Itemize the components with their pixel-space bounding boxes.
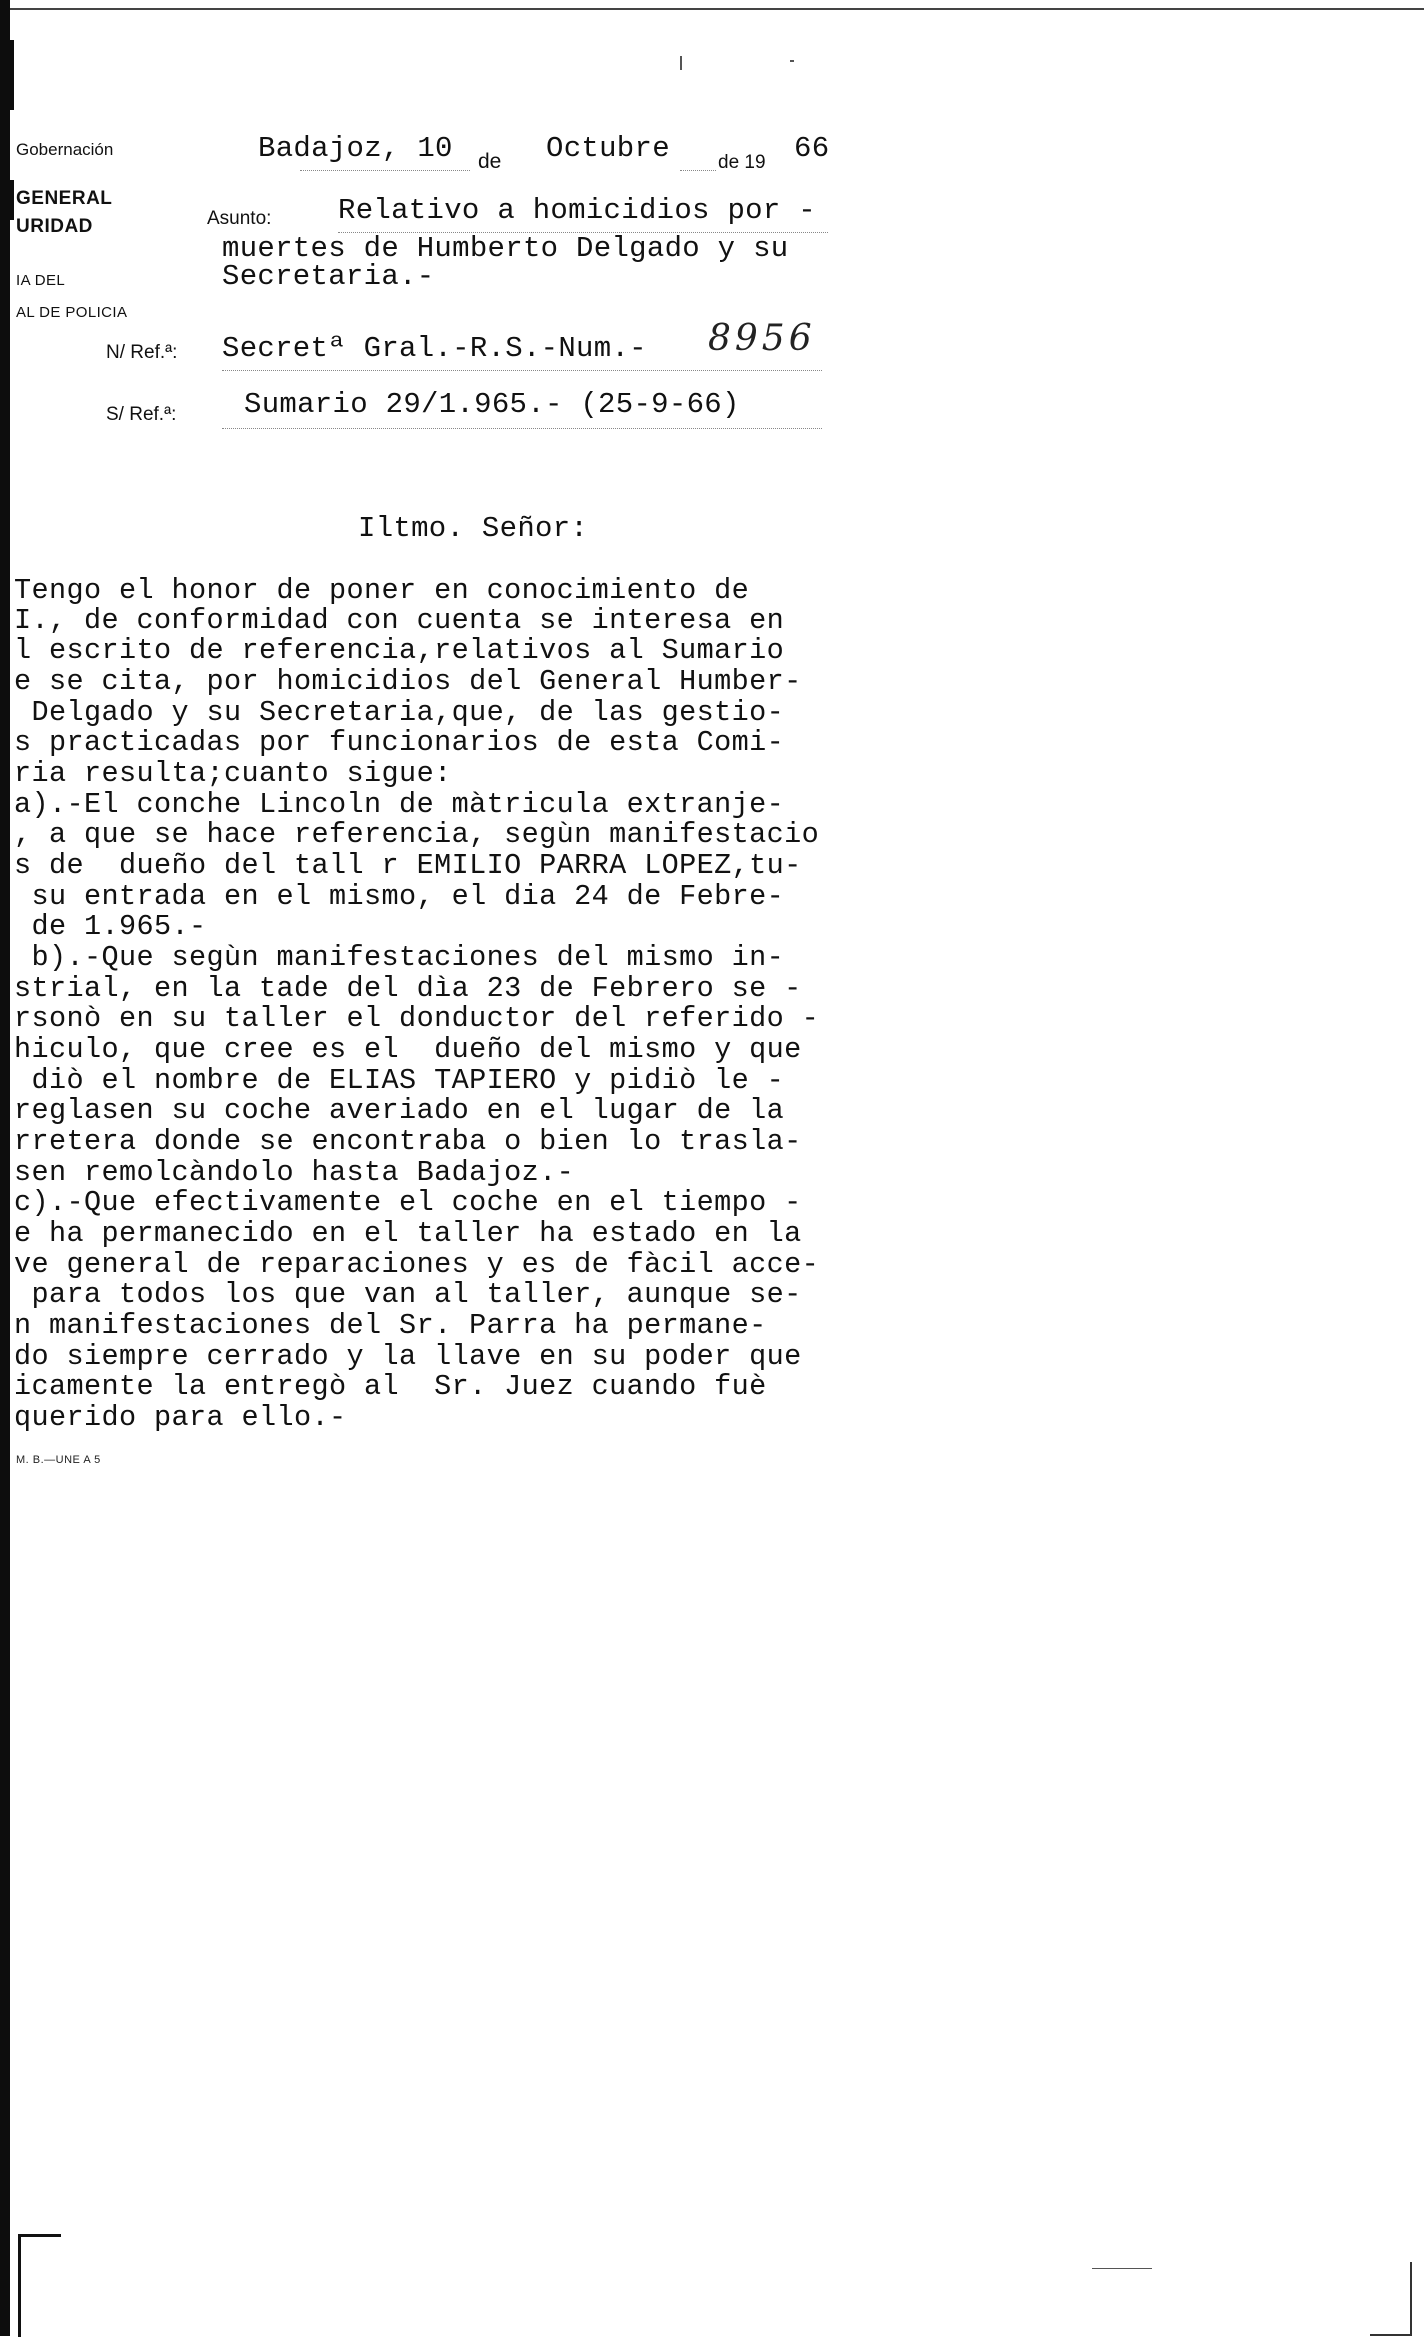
n-ref-label: N/ Ref.ª: [106, 342, 178, 363]
top-edge-line [0, 8, 1424, 10]
body-line: n manifestaciones del Sr. Parra ha permane- [14, 1309, 767, 1342]
body-line: icamente la entregò al Sr. Juez cuando fuè [14, 1370, 767, 1403]
body-line: rsonò en su taller el donductor del referido - [14, 1002, 820, 1035]
binding-edge [0, 0, 10, 2336]
s-ref-label: S/ Ref.ª: [106, 404, 177, 425]
asunto-dotline [338, 232, 828, 233]
s-ref-dotline [222, 428, 822, 429]
body-line: de 1.965.- [14, 910, 207, 943]
body-line: su entrada en el mismo, el dia 24 de Febre- [14, 880, 785, 913]
body-line: s de dueño del tall r EMILIO PARRA LOPEZ,tu- [14, 849, 802, 882]
date-month: Octubre [546, 132, 670, 165]
date-de: de [478, 150, 502, 173]
date-dotline [680, 170, 716, 171]
body-line: do siempre cerrado y la llave en su poder que [14, 1340, 802, 1373]
body-line: diò el nombre de ELIAS TAPIERO y pidiò le - [14, 1064, 785, 1097]
n-ref-dotline [222, 370, 822, 371]
salutation: Iltmo. Señor: [358, 512, 589, 545]
body-line: querido para ello.- [14, 1401, 347, 1434]
body-line: b).-Que segùn manifestaciones del mismo in- [14, 941, 785, 974]
body-line: ria resulta;cuanto sigue: [14, 757, 452, 790]
scan-speck [1092, 2268, 1152, 2269]
body-line: I., de conformidad con cuenta se interesa en [14, 604, 785, 637]
edge-notch [10, 180, 14, 220]
date-city: Badajoz, 10 [258, 132, 453, 165]
asunto-label: Asunto: [207, 208, 272, 229]
asunto-line-1: Relativo a homicidios por - [338, 194, 816, 227]
body-line: s practicadas por funcionarios de esta Comi- [14, 726, 785, 759]
body-line: a).-El conche Lincoln de màtricula extranje- [14, 788, 785, 821]
body-line: , a que se hace referencia, segùn manifestacio [14, 818, 820, 851]
body-line: Delgado y su Secretaria,que, de las gestio- [14, 696, 785, 729]
body-line: e ha permanecido en el taller ha estado en la [14, 1217, 802, 1250]
s-ref-value: Sumario 29/1.965.- (25-9-66) [244, 388, 740, 421]
body-line: strial, en la tade del dìa 23 de Febrero se - [14, 972, 802, 1005]
corner-bracket [1370, 2262, 1412, 2336]
body-line: para todos los que van al taller, aunque se- [14, 1278, 802, 1311]
letterhead-line-4: IA DEL [16, 272, 66, 289]
edge-notch [10, 40, 14, 110]
asunto-line-3: Secretaria.- [222, 260, 435, 293]
body-line: rretera donde se encontraba o bien lo trasla- [14, 1125, 802, 1158]
corner-bracket [18, 2234, 61, 2337]
body-line: l escrito de referencia,relativos al Sumario [14, 634, 785, 667]
date-year: 66 [794, 132, 830, 165]
scan-speck [680, 56, 682, 70]
n-ref-value: Secretª Gral.-R.S.-Num.- [222, 332, 647, 365]
body-line: e se cita, por homicidios del General Humber- [14, 665, 802, 698]
body-line: c).-Que efectivamente el coche en el tiempo - [14, 1186, 802, 1219]
body-line: Tengo el honor de poner en conocimiento de [14, 574, 750, 607]
letterhead-line-2: GENERAL [16, 188, 113, 209]
letterhead-line-1: Gobernación [16, 140, 114, 159]
letterhead-line-3: URIDAD [16, 216, 93, 237]
body-line: hiculo, que cree es el dueño del mismo y que [14, 1033, 802, 1066]
n-ref-handwritten: 8956 [708, 318, 816, 359]
scan-speck [790, 60, 794, 62]
date-de-19: de 19 [718, 152, 766, 173]
footer-printer-code: M. B.—UNE A 5 [16, 1454, 101, 1466]
letterhead-line-5: AL DE POLICIA [16, 304, 128, 321]
date-dotline [300, 170, 470, 171]
body-line: reglasen su coche averiado en el lugar de la [14, 1094, 785, 1127]
body-line: sen remolcàndolo hasta Badajoz.- [14, 1156, 575, 1189]
asunto-line-2: muertes de Humberto Delgado y su [222, 232, 789, 265]
body-line: ve general de reparaciones y es de fàcil acce- [14, 1248, 820, 1281]
